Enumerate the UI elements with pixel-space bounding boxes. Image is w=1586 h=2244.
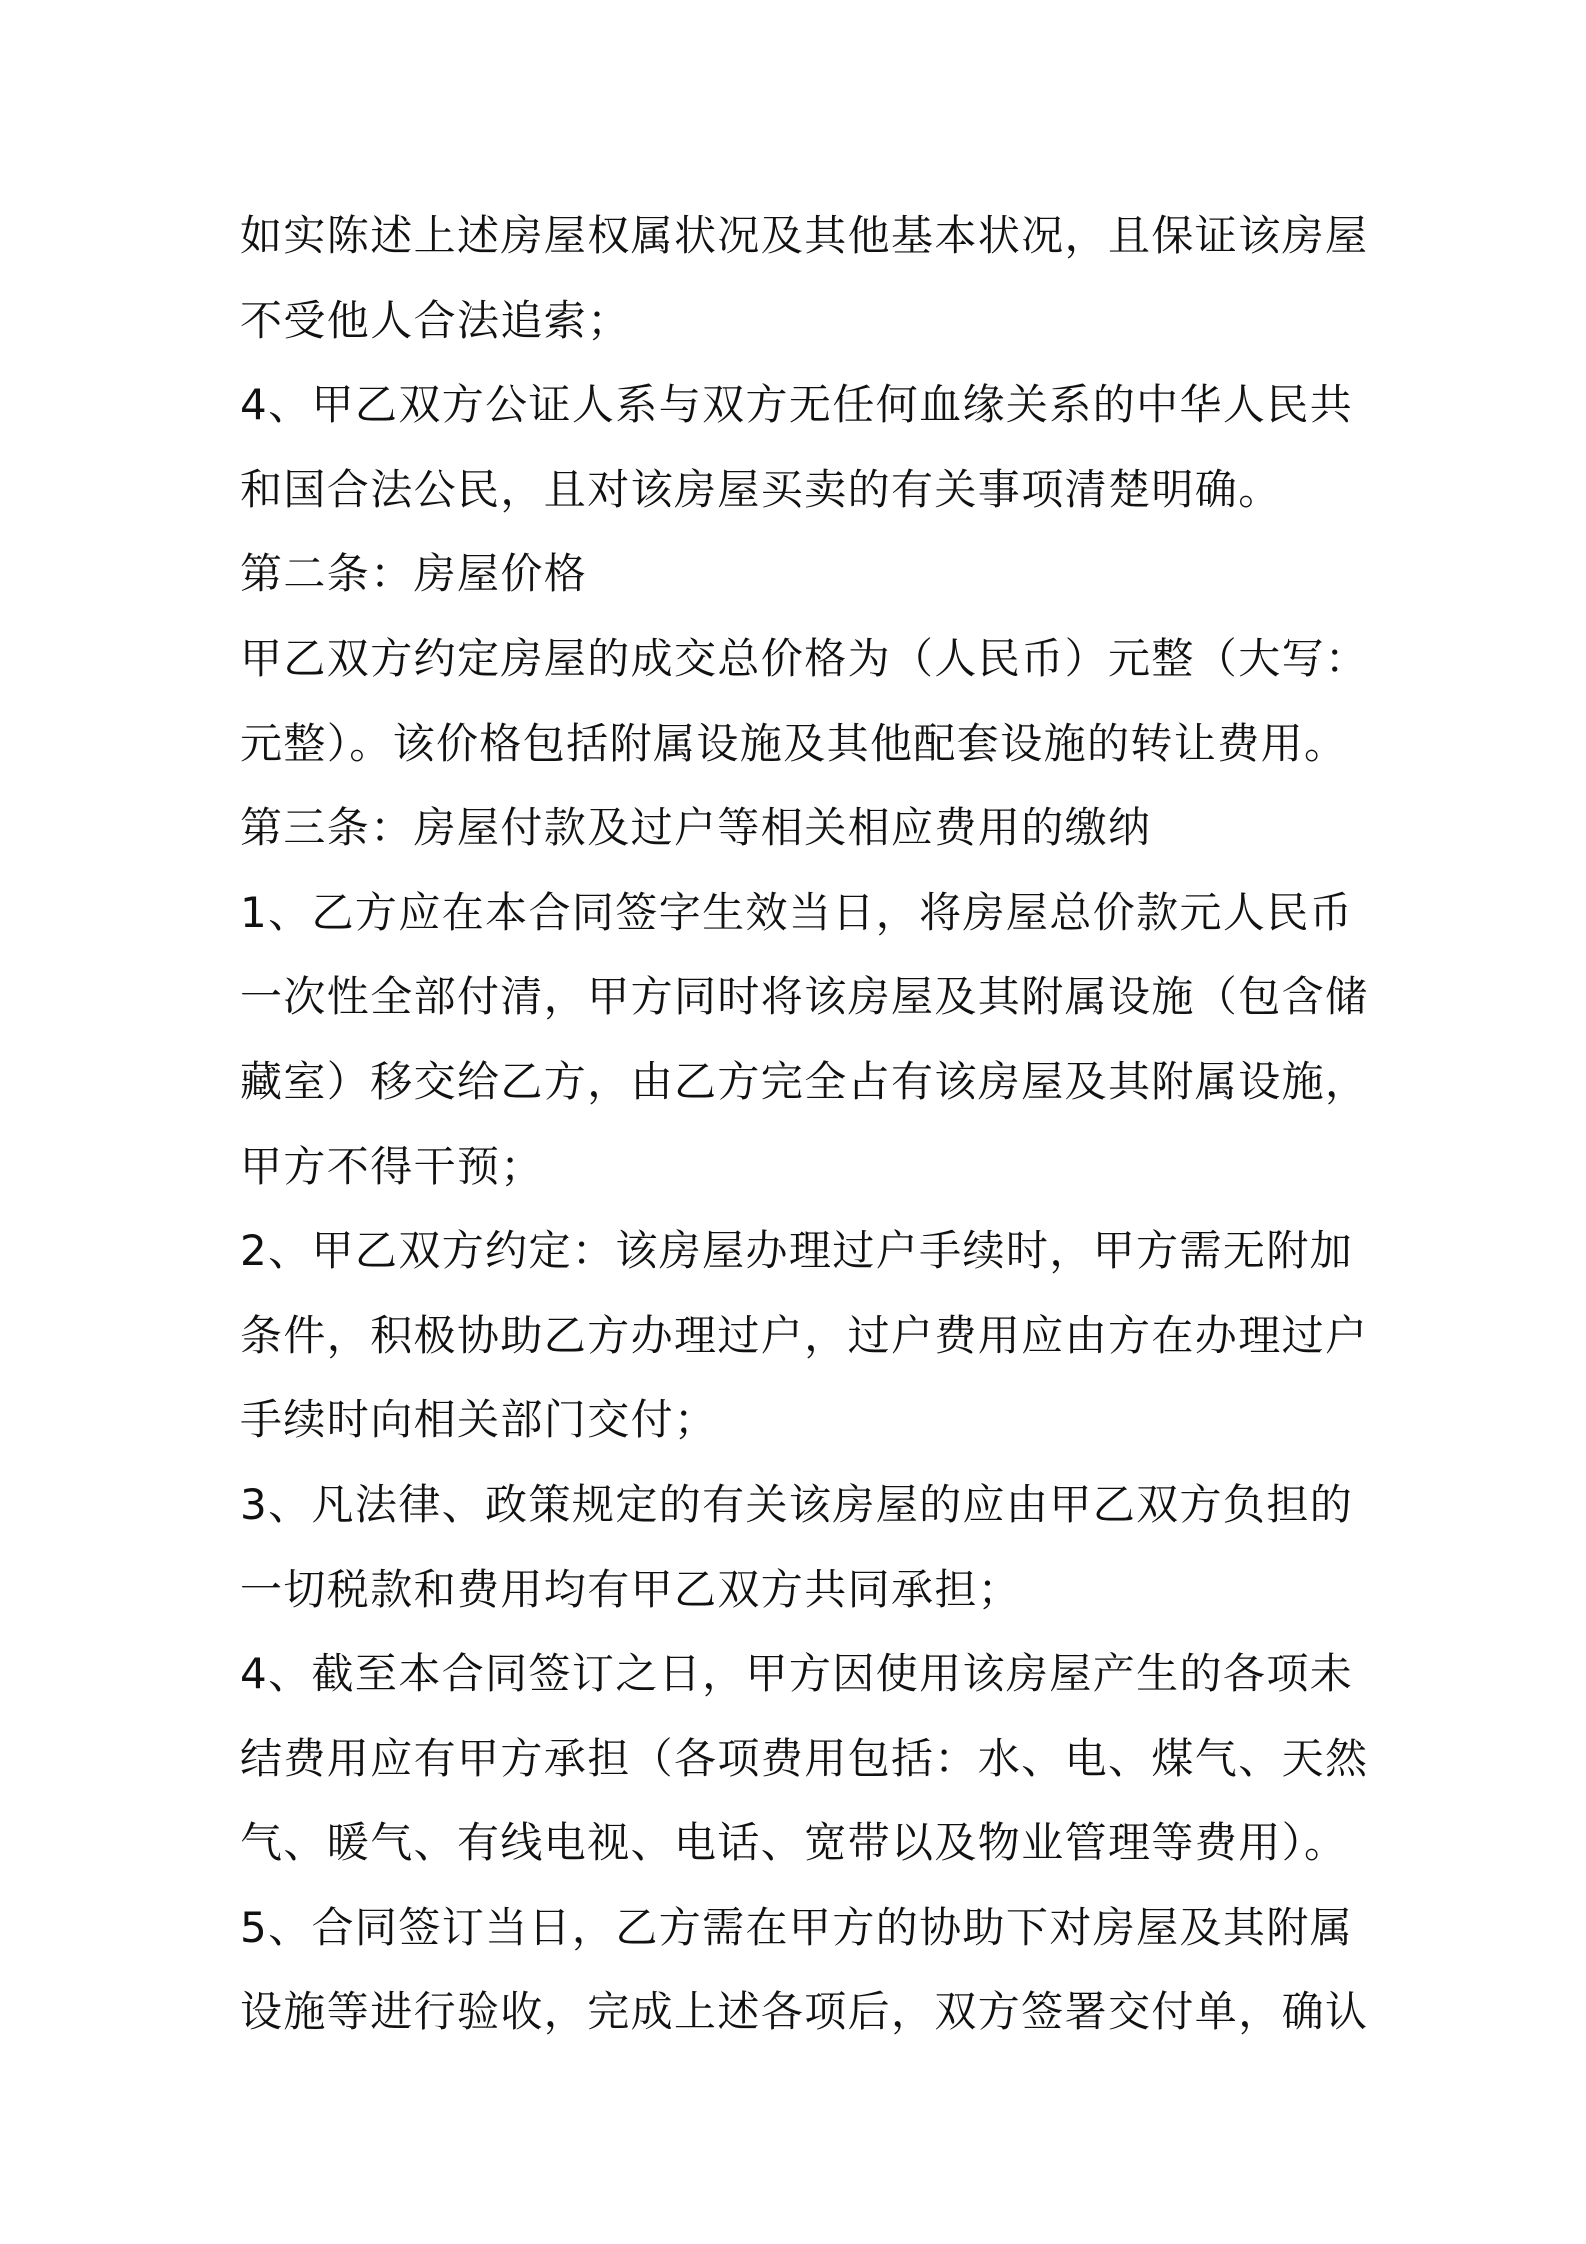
text-line: 气、暖气、有线电视、电话、宽带以及物业管理等费用）。 xyxy=(240,1818,1348,1868)
text-line: 不受他人合法追索； xyxy=(240,295,631,345)
text-line: 和国合法公民，且对该房屋买卖的有关事项清楚明确。 xyxy=(240,464,1282,514)
text-line: 条件，积极协助乙方办理过户，过户费用应由方在办理过户 xyxy=(240,1310,1369,1360)
text-line: 5、合同签订当日，乙方需在甲方的协助下对房屋及其附属 xyxy=(240,1902,1354,1952)
text-line: 藏室）移交给乙方，由乙方完全占有该房屋及其附属设施， xyxy=(240,1056,1369,1106)
section-heading: 第二条：房屋价格 xyxy=(240,549,588,599)
text-line: 一次性全部付清，甲方同时将该房屋及其附属设施（包含储 xyxy=(240,972,1369,1022)
text-line: 2、甲乙双方约定：该房屋办理过户手续时，甲方需无附加 xyxy=(240,1226,1354,1276)
contract-text xyxy=(240,194,1369,2055)
text-line: 1、乙方应在本合同签字生效当日，将房屋总价款元人民币 xyxy=(240,887,1354,937)
text-line: 手续时向相关部门交付； xyxy=(240,1395,718,1445)
text-line: 4、截至本合同签订之日，甲方因使用该房屋产生的各项未 xyxy=(240,1649,1354,1699)
text-line: 甲方不得干预； xyxy=(240,1141,544,1191)
text-line: 如实陈述上述房屋权属状况及其他基本状况，且保证该房屋 xyxy=(240,211,1369,260)
text-line: 元整）。该价格包括附属设施及其他配套设施的转让费用。 xyxy=(240,718,1348,768)
text-line: 一切税款和费用均有甲乙双方共同承担； xyxy=(240,1564,1022,1614)
text-line: 4、甲乙双方公证人系与双方无任何血缘关系的中华人民共 xyxy=(240,380,1354,430)
text-line: 设施等进行验收，完成上述各项后，双方签署交付单，确认 xyxy=(240,1987,1369,2037)
text-line: 结费用应有甲方承担（各项费用包括：水、电、煤气、天然 xyxy=(240,1733,1369,1783)
text-line: 3、凡法律、政策规定的有关该房屋的应由甲乙双方负担的 xyxy=(240,1479,1354,1529)
text-line: 甲乙双方约定房屋的成交总价格为（人民币）元整（大写： xyxy=(240,633,1369,683)
section-heading: 第三条：房屋付款及过户等相关相应费用的缴纳 xyxy=(240,803,1152,853)
